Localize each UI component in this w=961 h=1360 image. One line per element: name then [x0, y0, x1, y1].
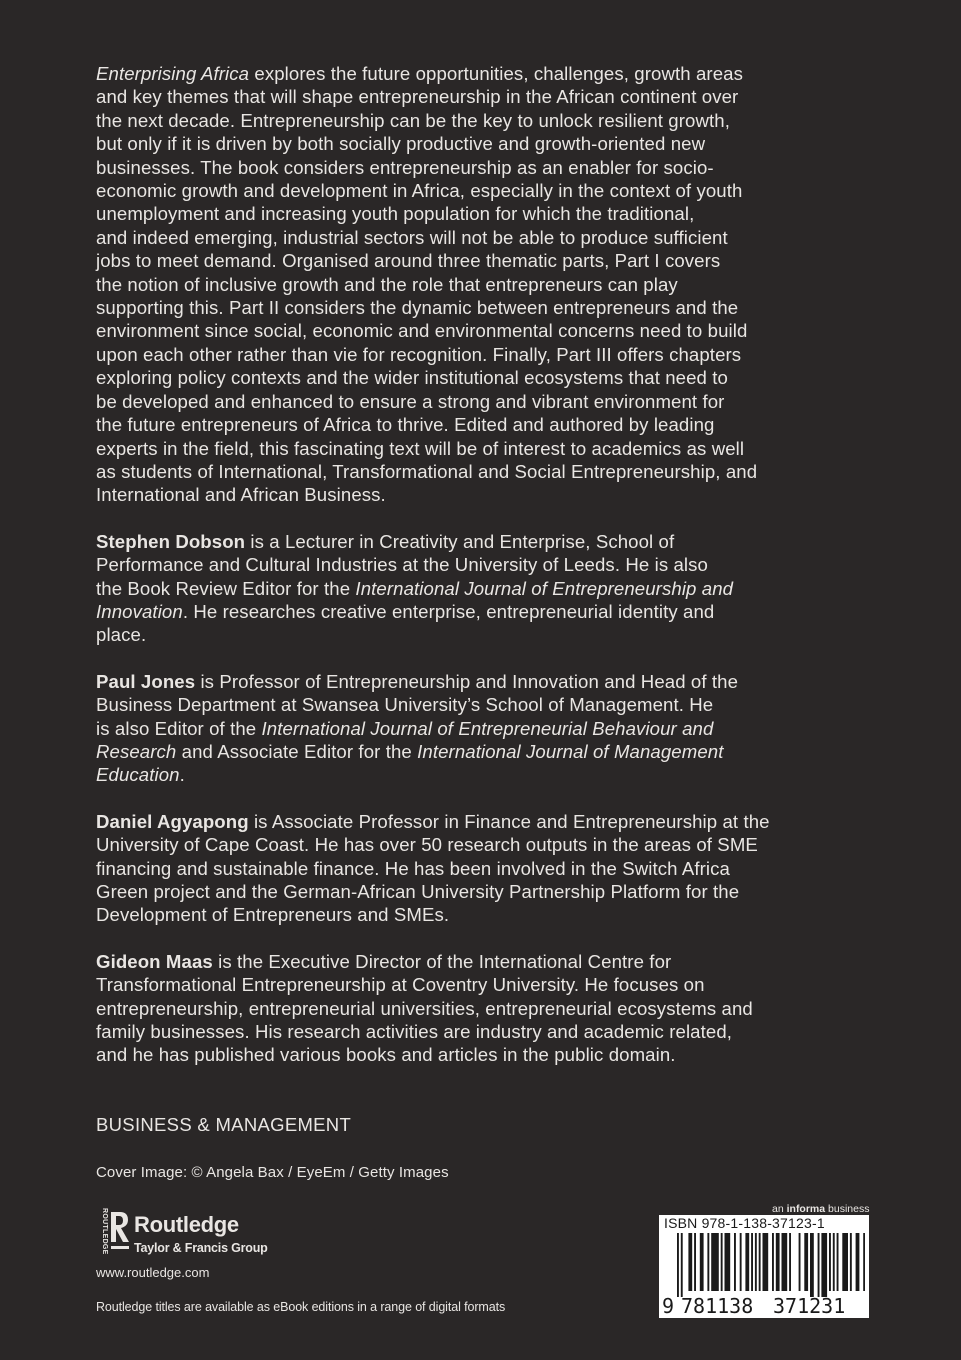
- description-line: International and African Business.: [96, 484, 386, 506]
- publisher-url: www.routledge.com: [96, 1265, 210, 1280]
- barcode-bar: [850, 1233, 852, 1291]
- author-name: Gideon Maas: [96, 950, 213, 972]
- journal-title: International Journal of Management: [417, 740, 724, 762]
- isbn-label: ISBN 978-1-138-37123-1: [664, 1215, 825, 1231]
- barcode-bar: [745, 1233, 749, 1291]
- barcode-bar: [700, 1233, 704, 1291]
- barcode-bar: [818, 1233, 820, 1297]
- barcode-bar: [782, 1233, 788, 1291]
- description-line: upon each other rather than vie for recognition. Finally, Part III offers chapters: [96, 343, 742, 365]
- author-bio-jones: Paul Jones is Professor of Entrepreneurship and Innovation and Head of the Business Department at Swansea University’s School of Management. He is also Editor of the International Journal of Entrepreneurial Behaviour and Research and Associate Editor for the International Journal of Management Education.: [96, 670, 739, 786]
- barcode-bar: [842, 1233, 848, 1291]
- description-line: and key themes that will shape entrepreneurship in the African continent over: [96, 86, 739, 108]
- description-line: the notion of inclusive growth and the role that entrepreneurs can play: [96, 273, 678, 295]
- journal-title: International Journal of Entrepreneurial Behaviour and: [261, 717, 714, 739]
- barcode-bar: [863, 1233, 865, 1291]
- description-line: Enterprising Africa explores the future opportunities, challenges, growth areas: [96, 63, 743, 84]
- barcode-bar: [751, 1233, 753, 1291]
- barcode-bar: [681, 1233, 683, 1297]
- barcode-bar: [776, 1233, 780, 1291]
- barcode-bars: [663, 1233, 865, 1297]
- barcode-bar: [799, 1233, 801, 1291]
- logo-vertical-text: ROUTLEDGE: [101, 1208, 108, 1255]
- description-line: and indeed emerging, industrial sectors will not be able to produce sufficient: [96, 226, 728, 248]
- journal-title: International Journal of Entrepreneurship and: [355, 577, 734, 599]
- barcode-bar: [789, 1233, 791, 1291]
- description-line: businesses. The book considers entrepreneurship as an enabler for socio-: [96, 156, 714, 178]
- description-line: the future entrepreneurs of Africa to thrive. Edited and authored by leading: [96, 414, 715, 436]
- barcode-digits-right: 371231: [773, 1294, 846, 1318]
- barcode-bar: [763, 1233, 769, 1291]
- barcode-bar: [677, 1233, 679, 1297]
- author-name: Daniel Agyapong: [96, 810, 249, 832]
- barcode-bar: [833, 1233, 835, 1291]
- barcode-bar: [711, 1233, 719, 1291]
- publisher-group: Taylor & Francis Group: [134, 1241, 268, 1255]
- barcode-bar: [759, 1233, 761, 1291]
- barcode-bar: [740, 1233, 742, 1291]
- description-line: be developed and enhanced to ensure a strong and vibrant environment for: [96, 390, 725, 412]
- description-line: unemployment and increasing youth population for which the traditional,: [96, 203, 695, 225]
- subject-category: BUSINESS & MANAGEMENT: [96, 1114, 352, 1135]
- barcode-bar: [829, 1233, 831, 1291]
- description-line: but only if it is driven by both socially productive and growth-oriented new: [96, 133, 706, 155]
- routledge-r-icon: [108, 1208, 132, 1262]
- author-name: Paul Jones: [96, 670, 196, 692]
- barcode-bar: [772, 1233, 774, 1291]
- cover-image-credit: Cover Image: © Angela Bax / EyeEm / Getty Images: [96, 1164, 449, 1181]
- barcode-bar: [694, 1233, 696, 1291]
- barcode-bar: [810, 1233, 814, 1297]
- author-bio-maas: Gideon Maas is the Executive Director of the International Centre for Transformational Entrepreneurship at Coventry University. He focuses on entrepreneurship, entrepreneurial universities, entrepreneurial ecosystems and family businesses. His research activities are industry and academic related, and he has published various books and articles in the public domain.: [96, 950, 753, 1066]
- barcode-bar: [707, 1233, 709, 1291]
- barcode-bar: [734, 1233, 736, 1291]
- description-line: as students of International, Transformational and Social Entrepreneurship, and: [96, 460, 758, 482]
- publisher-name: Routledge: [134, 1212, 239, 1237]
- barcode-bar: [856, 1233, 860, 1291]
- barcode-bar: [721, 1233, 723, 1291]
- barcode-bar: [821, 1233, 827, 1297]
- barcode-digits-left: 781138: [681, 1294, 754, 1318]
- journal-title: Education: [96, 764, 180, 786]
- routledge-logo: [96, 1208, 296, 1262]
- author-bio-agyapong: Daniel Agyapong is Associate Professor in Finance and Entrepreneurship at the University of Cape Coast. He has over 50 research outputs in the areas of SME financing and sustainable finance. He has been involved in the Switch Africa Green project and the German-African University Partnership Platform for the Development of Entrepreneurs and SMEs.: [96, 810, 770, 926]
- book-title: Enterprising Africa: [96, 63, 250, 84]
- description-line: supporting this. Part II considers the dynamic between entrepreneurs and the: [96, 297, 739, 319]
- author-bio-dobson: Stephen Dobson is a Lecturer in Creativity and Enterprise, School of Performance and Cultural Industries at the University of Leeds. He is also the Book Review Editor for the International Journal of Entrepreneurship and Innovation. He researches creative enterprise, entrepreneurial identity and place.: [96, 530, 734, 646]
- barcode-bar: [755, 1233, 757, 1291]
- description-line: environment since social, economic and environmental concerns need to build: [96, 320, 748, 342]
- barcode-digit-first: 9: [662, 1294, 675, 1318]
- barcode-bar: [725, 1233, 731, 1291]
- description-line: economic growth and development in Africa, especially in the context of youth: [96, 180, 743, 202]
- barcode-bar: [804, 1233, 808, 1291]
- isbn-barcode: [659, 1215, 869, 1318]
- book-description: [96, 62, 876, 507]
- ebook-note: Routledge titles are available as eBook editions in a range of digital formats: [96, 1300, 506, 1314]
- description-line: the next decade. Entrepreneurship can be the key to unlock resilient growth,: [96, 109, 730, 131]
- informa-tagline: an informa business: [772, 1203, 870, 1215]
- author-name: Stephen Dobson: [96, 530, 246, 552]
- barcode-bar: [837, 1233, 839, 1291]
- journal-title: Innovation: [96, 600, 183, 622]
- back-cover-text: [96, 62, 876, 1090]
- description-line: jobs to meet demand. Organised around three thematic parts, Part I covers: [96, 250, 721, 272]
- description-line: experts in the field, this fascinating text will be of interest to academics as well: [96, 437, 745, 459]
- journal-title: Research: [96, 740, 177, 762]
- barcode-bar: [688, 1233, 692, 1291]
- description-line: exploring policy contexts and the wider institutional ecosystems that need to: [96, 367, 728, 389]
